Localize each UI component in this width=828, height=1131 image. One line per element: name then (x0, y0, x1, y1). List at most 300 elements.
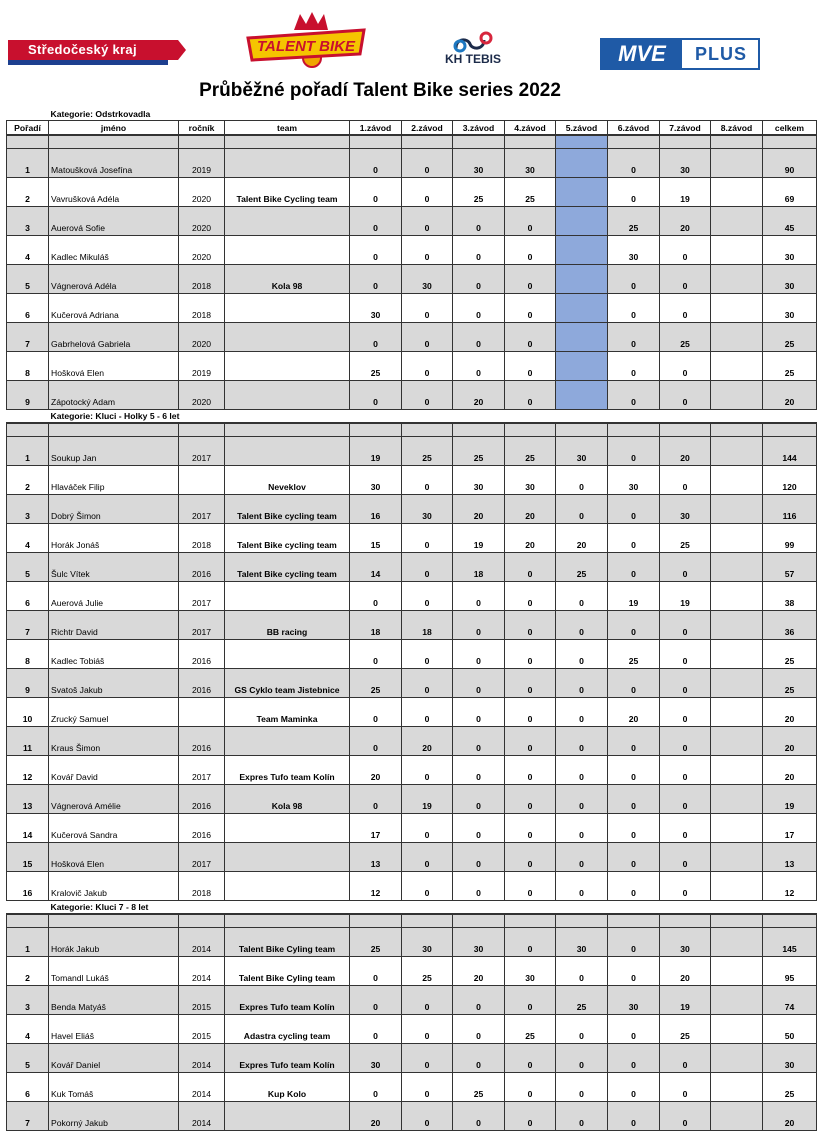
spacer-cell (505, 135, 556, 149)
spacer-cell (49, 914, 179, 928)
cell-race3: 0 (453, 265, 505, 294)
cell-race7: 0 (660, 1073, 711, 1102)
spacer-cell (763, 135, 817, 149)
cell-name: Matoušková Josefína (49, 149, 179, 178)
cell-race3: 0 (453, 323, 505, 352)
cell-race5: 0 (556, 814, 608, 843)
table-row (7, 524, 817, 553)
cell-total: 17 (763, 814, 817, 843)
cell-race6: 0 (608, 669, 660, 698)
cell-race2: 0 (402, 986, 453, 1015)
stredocesky-kraj-logo-text: Středočeský kraj (28, 42, 137, 57)
cell-rank: 1 (7, 928, 49, 957)
cell-race4: 0 (505, 843, 556, 872)
cell-race7: 25 (660, 524, 711, 553)
cell-rank: 4 (7, 236, 49, 265)
category-row (7, 410, 817, 424)
cell-race7: 0 (660, 785, 711, 814)
cell-name: Kralovič Jakub (49, 872, 179, 901)
cell-race6: 0 (608, 1073, 660, 1102)
cell-race1: 0 (350, 640, 402, 669)
cell-total: 38 (763, 582, 817, 611)
cell-race6: 0 (608, 611, 660, 640)
cell-race5: 0 (556, 727, 608, 756)
cell-race2: 0 (402, 236, 453, 265)
cell-rank: 12 (7, 756, 49, 785)
cell-race5: 0 (556, 495, 608, 524)
cell-race6: 0 (608, 149, 660, 178)
cell-rank: 14 (7, 814, 49, 843)
table-row (7, 669, 817, 698)
cell-race7: 0 (660, 553, 711, 582)
cell-year: 2014 (179, 957, 225, 986)
cell-race2: 20 (402, 727, 453, 756)
cell-race8 (711, 957, 763, 986)
cell-name: Vavrušková Adéla (49, 178, 179, 207)
kh-tebis-icon (438, 28, 508, 54)
cell-race8 (711, 1044, 763, 1073)
cell-total: 120 (763, 466, 817, 495)
cell-rank: 7 (7, 611, 49, 640)
cell-race1: 20 (350, 756, 402, 785)
cell-race3: 0 (453, 352, 505, 381)
cell-race5 (556, 207, 608, 236)
cell-race7: 0 (660, 381, 711, 410)
cell-race3: 0 (453, 669, 505, 698)
cell-race6: 20 (608, 698, 660, 727)
cell-race6: 0 (608, 352, 660, 381)
category-row (7, 108, 817, 121)
cell-race8 (711, 1015, 763, 1044)
cell-year (179, 466, 225, 495)
cell-name: Kučerová Adriana (49, 294, 179, 323)
cell-race3: 25 (453, 437, 505, 466)
cell-total: 20 (763, 698, 817, 727)
cell-race2: 30 (402, 495, 453, 524)
table-row (7, 756, 817, 785)
cell-name: Benda Matyáš (49, 986, 179, 1015)
table-row (7, 236, 817, 265)
cell-year: 2016 (179, 785, 225, 814)
cell-race5 (556, 236, 608, 265)
cell-race8 (711, 785, 763, 814)
cell-race6: 30 (608, 236, 660, 265)
cell-year: 2018 (179, 524, 225, 553)
cell-race1: 14 (350, 553, 402, 582)
cell-race6: 0 (608, 178, 660, 207)
cell-race7: 30 (660, 149, 711, 178)
spacer-cell (402, 135, 453, 149)
cell-year: 2020 (179, 323, 225, 352)
mve-logo-text: MVE (602, 40, 682, 68)
cell-race6: 25 (608, 640, 660, 669)
cell-race3: 0 (453, 698, 505, 727)
cell-year: 2014 (179, 928, 225, 957)
cell-rank: 7 (7, 323, 49, 352)
cell-race4: 0 (505, 727, 556, 756)
spacer-cell (505, 914, 556, 928)
cell-name: Richtr David (49, 611, 179, 640)
cell-name: Kovář David (49, 756, 179, 785)
cell-rank: 6 (7, 294, 49, 323)
cell-race2: 25 (402, 437, 453, 466)
spacer-cell (556, 135, 608, 149)
cell-race2: 0 (402, 1044, 453, 1073)
column-header-total: celkem (763, 121, 817, 136)
cell-race5: 0 (556, 1102, 608, 1131)
cell-team: Adastra cycling team (225, 1015, 350, 1044)
table-row (7, 437, 817, 466)
cell-year: 2020 (179, 236, 225, 265)
cell-team: Neveklov (225, 466, 350, 495)
category-label: Kategorie: Kluci - Holky 5 - 6 let (50, 411, 180, 421)
cell-total: 12 (763, 872, 817, 901)
cell-race3: 0 (453, 756, 505, 785)
cell-race3: 25 (453, 178, 505, 207)
spacer-cell (7, 135, 49, 149)
cell-race2: 0 (402, 207, 453, 236)
spacer-cell (660, 914, 711, 928)
cell-rank: 2 (7, 957, 49, 986)
cell-race1: 0 (350, 265, 402, 294)
cell-race1: 25 (350, 352, 402, 381)
cell-race2: 0 (402, 149, 453, 178)
cell-year: 2016 (179, 727, 225, 756)
cell-race5: 0 (556, 611, 608, 640)
table-row (7, 323, 817, 352)
cell-rank: 4 (7, 1015, 49, 1044)
cell-race1: 0 (350, 236, 402, 265)
cell-race8 (711, 352, 763, 381)
cell-race8 (711, 872, 763, 901)
cell-race1: 0 (350, 986, 402, 1015)
cell-race2: 0 (402, 352, 453, 381)
cell-race2: 0 (402, 1102, 453, 1131)
cell-race7: 0 (660, 872, 711, 901)
cell-team: Talent Bike Cycling team (225, 178, 350, 207)
cell-race1: 30 (350, 1044, 402, 1073)
cell-race3: 0 (453, 1044, 505, 1073)
cell-race4: 30 (505, 149, 556, 178)
cell-name: Havel Eliáš (49, 1015, 179, 1044)
cell-race5 (556, 323, 608, 352)
cell-race4: 0 (505, 265, 556, 294)
column-header-race4: 4.závod (505, 121, 556, 136)
cell-race2: 0 (402, 756, 453, 785)
cell-race7: 20 (660, 957, 711, 986)
table-row (7, 843, 817, 872)
cell-race3: 0 (453, 1102, 505, 1131)
cell-race7: 0 (660, 727, 711, 756)
cell-race8 (711, 986, 763, 1015)
kh-tebis-logo (438, 28, 508, 70)
cell-race4: 0 (505, 207, 556, 236)
cell-race2: 0 (402, 1015, 453, 1044)
spacer-row (7, 135, 817, 149)
spacer-row (7, 423, 817, 437)
cell-name: Kadlec Mikuláš (49, 236, 179, 265)
cell-race3: 0 (453, 1015, 505, 1044)
cell-race7: 0 (660, 669, 711, 698)
cell-race3: 0 (453, 814, 505, 843)
cell-race7: 25 (660, 1015, 711, 1044)
cell-total: 145 (763, 928, 817, 957)
cell-year: 2014 (179, 1044, 225, 1073)
cell-race1: 0 (350, 207, 402, 236)
spacer-cell (179, 423, 225, 437)
cell-race5 (556, 178, 608, 207)
cell-race6: 0 (608, 524, 660, 553)
mve-plus-logo (600, 38, 760, 70)
cell-team: Expres Tufo team Kolín (225, 986, 350, 1015)
cell-race4: 0 (505, 611, 556, 640)
cell-race2: 18 (402, 611, 453, 640)
cell-race1: 0 (350, 149, 402, 178)
cell-rank: 6 (7, 582, 49, 611)
category-label: Kategorie: Odstrkovadla (50, 109, 151, 119)
column-header-name: jméno (49, 121, 179, 136)
cell-year: 2016 (179, 814, 225, 843)
cell-race7: 30 (660, 495, 711, 524)
table-row (7, 207, 817, 236)
cell-name: Vágnerová Amélie (49, 785, 179, 814)
cell-total: 13 (763, 843, 817, 872)
cell-race1: 0 (350, 381, 402, 410)
cell-total: 25 (763, 640, 817, 669)
cell-year: 2016 (179, 553, 225, 582)
cell-name: Auerová Sofie (49, 207, 179, 236)
cell-race4: 0 (505, 756, 556, 785)
spacer-cell (225, 135, 350, 149)
cell-race2: 0 (402, 553, 453, 582)
cell-team (225, 207, 350, 236)
cell-race5 (556, 294, 608, 323)
cell-race8 (711, 495, 763, 524)
cell-race6: 0 (608, 495, 660, 524)
spacer-cell (402, 423, 453, 437)
cell-race1: 17 (350, 814, 402, 843)
logo-bar (0, 0, 828, 80)
cell-race2: 0 (402, 466, 453, 495)
cell-race3: 0 (453, 872, 505, 901)
cell-race1: 30 (350, 466, 402, 495)
cell-name: Kadlec Tobiáš (49, 640, 179, 669)
cell-race3: 0 (453, 640, 505, 669)
cell-race1: 25 (350, 669, 402, 698)
spacer-cell (763, 423, 817, 437)
cell-race7: 0 (660, 611, 711, 640)
spacer-cell (608, 914, 660, 928)
cell-rank: 2 (7, 466, 49, 495)
cell-race4: 0 (505, 814, 556, 843)
cell-total: 95 (763, 957, 817, 986)
column-header-year: ročník (179, 121, 225, 136)
table-row (7, 957, 817, 986)
cell-race8 (711, 323, 763, 352)
cell-race4: 30 (505, 466, 556, 495)
table-row (7, 814, 817, 843)
spacer-cell (505, 423, 556, 437)
cell-team: Talent Bike cycling team (225, 553, 350, 582)
spacer-cell (350, 423, 402, 437)
cell-race6: 0 (608, 727, 660, 756)
cell-rank: 3 (7, 495, 49, 524)
cell-race6: 0 (608, 265, 660, 294)
cell-name: Gabrhelová Gabriela (49, 323, 179, 352)
cell-year: 2019 (179, 352, 225, 381)
cell-total: 30 (763, 1044, 817, 1073)
cell-race3: 0 (453, 986, 505, 1015)
cell-year: 2014 (179, 1102, 225, 1131)
table-row (7, 1073, 817, 1102)
column-header-race3: 3.závod (453, 121, 505, 136)
cell-race1: 12 (350, 872, 402, 901)
cell-name: Svatoš Jakub (49, 669, 179, 698)
cell-race4: 0 (505, 872, 556, 901)
cell-race8 (711, 727, 763, 756)
cell-race4: 0 (505, 986, 556, 1015)
cell-race7: 0 (660, 1044, 711, 1073)
cell-year: 2015 (179, 986, 225, 1015)
cell-race6: 0 (608, 785, 660, 814)
cell-race6: 30 (608, 986, 660, 1015)
cell-race1: 0 (350, 582, 402, 611)
cell-year: 2014 (179, 1073, 225, 1102)
cell-race4: 0 (505, 1102, 556, 1131)
cell-team (225, 582, 350, 611)
cell-race1: 0 (350, 785, 402, 814)
cell-team: Kola 98 (225, 265, 350, 294)
cell-race5 (556, 352, 608, 381)
spacer-cell (350, 135, 402, 149)
cell-race8 (711, 611, 763, 640)
spacer-cell (225, 423, 350, 437)
cell-race5: 0 (556, 698, 608, 727)
cell-name: Auerová Julie (49, 582, 179, 611)
cell-race8 (711, 1073, 763, 1102)
cell-race6: 30 (608, 466, 660, 495)
cell-total: 30 (763, 236, 817, 265)
cell-race3: 19 (453, 524, 505, 553)
talent-bike-logo (244, 8, 370, 72)
cell-team: Kup Kolo (225, 1073, 350, 1102)
cell-rank: 5 (7, 1044, 49, 1073)
cell-race4: 0 (505, 294, 556, 323)
cell-rank: 7 (7, 1102, 49, 1131)
cell-rank: 8 (7, 352, 49, 381)
cell-rank: 13 (7, 785, 49, 814)
cell-year: 2016 (179, 669, 225, 698)
cell-race3: 0 (453, 582, 505, 611)
cell-team: GS Cyklo team Jistebnice (225, 669, 350, 698)
cell-race2: 0 (402, 814, 453, 843)
cell-total: 30 (763, 265, 817, 294)
cell-race1: 0 (350, 698, 402, 727)
cell-race2: 0 (402, 843, 453, 872)
cell-race7: 0 (660, 352, 711, 381)
cell-race2: 30 (402, 928, 453, 957)
cell-team (225, 872, 350, 901)
cell-race8 (711, 381, 763, 410)
spacer-cell (7, 423, 49, 437)
cell-race7: 0 (660, 466, 711, 495)
cell-rank: 15 (7, 843, 49, 872)
table-row (7, 698, 817, 727)
cell-name: Hošková Elen (49, 352, 179, 381)
table-row (7, 352, 817, 381)
cell-rank: 9 (7, 669, 49, 698)
cell-rank: 3 (7, 986, 49, 1015)
cell-race6: 25 (608, 207, 660, 236)
spacer-cell (49, 135, 179, 149)
cell-race3: 0 (453, 785, 505, 814)
cell-team (225, 352, 350, 381)
cell-team (225, 323, 350, 352)
cell-race5: 0 (556, 785, 608, 814)
cell-total: 90 (763, 149, 817, 178)
cell-race2: 0 (402, 381, 453, 410)
cell-race4: 0 (505, 381, 556, 410)
table-row (7, 611, 817, 640)
cell-race3: 20 (453, 957, 505, 986)
cell-race7: 19 (660, 178, 711, 207)
cell-race5: 0 (556, 466, 608, 495)
spacer-cell (453, 914, 505, 928)
results-table (6, 108, 817, 1131)
cell-race8 (711, 1102, 763, 1131)
cell-name: Kraus Šimon (49, 727, 179, 756)
cell-race1: 25 (350, 928, 402, 957)
cell-race1: 16 (350, 495, 402, 524)
cell-year: 2017 (179, 495, 225, 524)
cell-race8 (711, 640, 763, 669)
table-row (7, 381, 817, 410)
cell-year: 2017 (179, 582, 225, 611)
header-row (7, 121, 817, 136)
table-row (7, 495, 817, 524)
cell-team: Talent Bike Cyling team (225, 928, 350, 957)
cell-race3: 18 (453, 553, 505, 582)
cell-total: 57 (763, 553, 817, 582)
cell-team: Talent Bike cycling team (225, 524, 350, 553)
cell-race8 (711, 265, 763, 294)
cell-total: 25 (763, 352, 817, 381)
table-row (7, 1102, 817, 1131)
cell-total: 50 (763, 1015, 817, 1044)
cell-race4: 0 (505, 352, 556, 381)
cell-total: 25 (763, 669, 817, 698)
cell-race4: 20 (505, 524, 556, 553)
spacer-cell (453, 423, 505, 437)
table-row (7, 928, 817, 957)
cell-race7: 0 (660, 843, 711, 872)
category-label: Kategorie: Kluci 7 - 8 let (50, 902, 149, 912)
cell-race6: 0 (608, 1015, 660, 1044)
cell-race5: 0 (556, 843, 608, 872)
cell-race1: 20 (350, 1102, 402, 1131)
cell-race3: 0 (453, 236, 505, 265)
cell-team: Expres Tufo team Kolín (225, 756, 350, 785)
spacer-cell (763, 914, 817, 928)
cell-total: 30 (763, 294, 817, 323)
cell-name: Zápotocký Adam (49, 381, 179, 410)
cell-race8 (711, 928, 763, 957)
cell-race4: 0 (505, 1073, 556, 1102)
table-row (7, 785, 817, 814)
cell-race6: 0 (608, 437, 660, 466)
cell-race2: 0 (402, 524, 453, 553)
table-row (7, 178, 817, 207)
